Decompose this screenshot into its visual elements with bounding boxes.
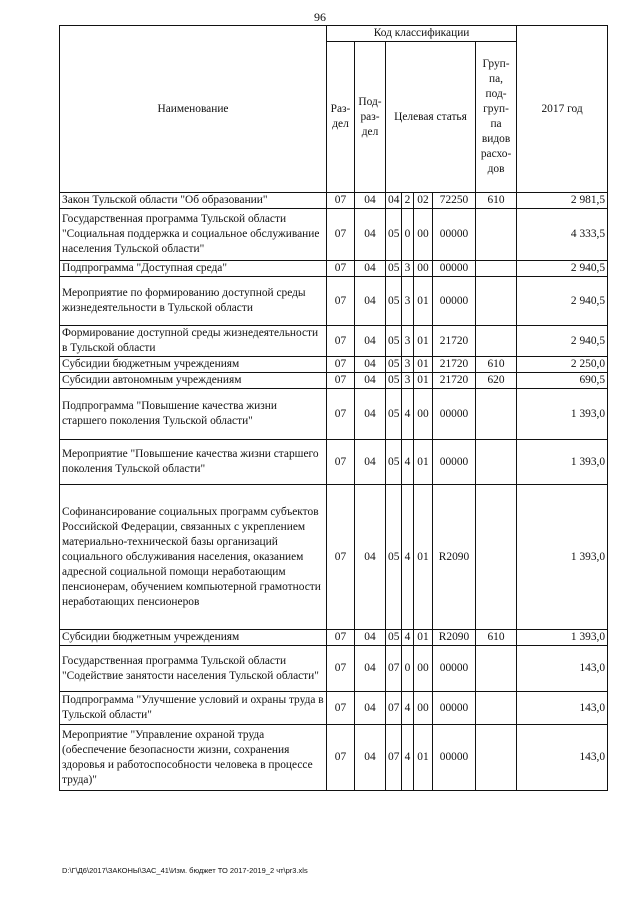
row-target-event: 01 — [414, 440, 433, 485]
row-name: Субсидии бюджетным учреждениям — [60, 630, 327, 646]
row-target-direction: 00000 — [433, 277, 476, 326]
row-expense-group — [476, 485, 517, 630]
row-expense-group — [476, 326, 517, 357]
row-target-program: 05 — [386, 440, 402, 485]
row-target-event: 01 — [414, 277, 433, 326]
row-target-subprogram: 4 — [402, 692, 414, 725]
row-target-event: 01 — [414, 357, 433, 373]
row-podrazdel: 04 — [355, 357, 386, 373]
row-target-direction: 00000 — [433, 692, 476, 725]
row-target-direction: 00000 — [433, 209, 476, 261]
row-name: Государственная программа Тульской области "Содействие занятости населения Тульской области" — [60, 646, 327, 692]
row-target-direction: 00000 — [433, 261, 476, 277]
header-group: Груп- па, под- груп- па видов расхо- дов — [476, 42, 517, 193]
row-name: Закон Тульской области "Об образовании" — [60, 193, 327, 209]
row-target-program: 05 — [386, 261, 402, 277]
table-row — [60, 485, 608, 630]
row-amount: 1 393,0 — [517, 630, 608, 646]
row-target-program: 04 — [386, 193, 402, 209]
row-target-direction: R2090 — [433, 630, 476, 646]
header-name: Наименование — [60, 26, 327, 193]
row-amount: 2 981,5 — [517, 193, 608, 209]
row-razdel: 07 — [327, 326, 355, 357]
row-target-program: 05 — [386, 326, 402, 357]
row-razdel: 07 — [327, 485, 355, 630]
row-target-event: 01 — [414, 630, 433, 646]
row-podrazdel: 04 — [355, 209, 386, 261]
row-name: Софинансирование социальных программ субъектов Российской Федерации, связанных с укреплением материально-технической базы организаций социального обслуживания населения, оказанием адресной социальной помощи неработающим пенсионерам, обучением компьютерной грамотности неработающих пенсионеров — [60, 485, 327, 630]
row-podrazdel: 04 — [355, 485, 386, 630]
row-target-subprogram: 4 — [402, 630, 414, 646]
row-target-program: 05 — [386, 389, 402, 440]
row-expense-group: 610 — [476, 630, 517, 646]
row-target-program: 05 — [386, 357, 402, 373]
row-target-program: 07 — [386, 692, 402, 725]
row-expense-group — [476, 725, 517, 791]
row-expense-group — [476, 692, 517, 725]
row-target-subprogram: 4 — [402, 389, 414, 440]
table-row — [60, 725, 608, 791]
row-razdel: 07 — [327, 725, 355, 791]
row-target-event: 00 — [414, 646, 433, 692]
row-amount: 4 333,5 — [517, 209, 608, 261]
row-amount: 2 940,5 — [517, 261, 608, 277]
table-row — [60, 646, 608, 692]
row-target-program: 07 — [386, 646, 402, 692]
row-amount: 143,0 — [517, 692, 608, 725]
row-target-subprogram: 2 — [402, 193, 414, 209]
row-target-program: 05 — [386, 209, 402, 261]
row-razdel: 07 — [327, 193, 355, 209]
table-row — [60, 440, 608, 485]
page-number: 96 — [314, 10, 326, 24]
row-razdel: 07 — [327, 630, 355, 646]
header-code-classification: Код классификации — [327, 26, 517, 42]
row-name: Государственная программа Тульской области "Социальная поддержка и социальное обслуживание населения Тульской области" — [60, 209, 327, 261]
row-target-event: 00 — [414, 389, 433, 440]
row-podrazdel: 04 — [355, 326, 386, 357]
row-expense-group: 610 — [476, 193, 517, 209]
row-name: Мероприятие "Повышение качества жизни старшего поколения Тульской области" — [60, 440, 327, 485]
row-amount: 2 250,0 — [517, 357, 608, 373]
row-target-program: 05 — [386, 485, 402, 630]
row-podrazdel: 04 — [355, 646, 386, 692]
row-podrazdel: 04 — [355, 725, 386, 791]
row-razdel: 07 — [327, 277, 355, 326]
row-target-direction: 21720 — [433, 357, 476, 373]
row-target-event: 00 — [414, 261, 433, 277]
row-expense-group — [476, 646, 517, 692]
row-amount: 2 940,5 — [517, 326, 608, 357]
row-razdel: 07 — [327, 261, 355, 277]
row-target-event: 01 — [414, 725, 433, 791]
row-target-program: 05 — [386, 277, 402, 326]
row-target-subprogram: 3 — [402, 277, 414, 326]
row-target-subprogram: 3 — [402, 326, 414, 357]
table-row — [60, 261, 608, 277]
row-target-program: 05 — [386, 373, 402, 389]
row-razdel: 07 — [327, 646, 355, 692]
row-name: Мероприятие "Управление охраной труда (обеспечение безопасности жизни, сохранения здоровья и работоспособности человека в процессе труда)" — [60, 725, 327, 791]
row-expense-group — [476, 389, 517, 440]
row-amount: 143,0 — [517, 725, 608, 791]
row-razdel: 07 — [327, 692, 355, 725]
row-amount: 1 393,0 — [517, 389, 608, 440]
row-target-subprogram: 0 — [402, 646, 414, 692]
row-expense-group — [476, 440, 517, 485]
header-target-article: Целевая статья — [386, 42, 476, 193]
row-podrazdel: 04 — [355, 440, 386, 485]
row-amount: 1 393,0 — [517, 485, 608, 630]
row-expense-group — [476, 277, 517, 326]
row-name: Мероприятие по формированию доступной среды жизнедеятельности в Тульской области — [60, 277, 327, 326]
row-podrazdel: 04 — [355, 277, 386, 326]
row-razdel: 07 — [327, 209, 355, 261]
row-target-direction: 00000 — [433, 440, 476, 485]
row-target-program: 05 — [386, 630, 402, 646]
row-target-direction: R2090 — [433, 485, 476, 630]
table-row — [60, 373, 608, 389]
row-target-direction: 72250 — [433, 193, 476, 209]
row-expense-group — [476, 261, 517, 277]
row-razdel: 07 — [327, 357, 355, 373]
row-target-direction: 00000 — [433, 389, 476, 440]
row-target-event: 01 — [414, 373, 433, 389]
row-target-subprogram: 3 — [402, 357, 414, 373]
row-razdel: 07 — [327, 373, 355, 389]
row-name: Подпрограмма "Доступная среда" — [60, 261, 327, 277]
row-target-direction: 00000 — [433, 725, 476, 791]
row-amount: 143,0 — [517, 646, 608, 692]
row-target-subprogram: 4 — [402, 725, 414, 791]
row-name: Подпрограмма "Улучшение условий и охраны труда в Тульской области" — [60, 692, 327, 725]
row-razdel: 07 — [327, 440, 355, 485]
row-name: Субсидии автономным учреждениям — [60, 373, 327, 389]
table-row — [60, 326, 608, 357]
table-body — [60, 193, 608, 791]
row-razdel: 07 — [327, 389, 355, 440]
table-row — [60, 209, 608, 261]
row-target-direction: 00000 — [433, 646, 476, 692]
row-target-event: 00 — [414, 209, 433, 261]
row-podrazdel: 04 — [355, 389, 386, 440]
row-name: Подпрограмма "Повышение качества жизни старшего поколения Тульской области" — [60, 389, 327, 440]
row-expense-group: 610 — [476, 357, 517, 373]
table-row — [60, 357, 608, 373]
row-target-event: 01 — [414, 485, 433, 630]
row-target-subprogram: 3 — [402, 261, 414, 277]
header-podrazdel: Под- раз- дел — [355, 42, 386, 193]
header-year: 2017 год — [517, 26, 608, 193]
header-razdel: Раз- дел — [327, 42, 355, 193]
row-podrazdel: 04 — [355, 261, 386, 277]
row-podrazdel: 04 — [355, 692, 386, 725]
budget-table — [59, 25, 608, 791]
table-row — [60, 277, 608, 326]
row-target-subprogram: 4 — [402, 440, 414, 485]
row-amount: 2 940,5 — [517, 277, 608, 326]
row-podrazdel: 04 — [355, 630, 386, 646]
row-target-program: 07 — [386, 725, 402, 791]
table-row — [60, 630, 608, 646]
table-row — [60, 692, 608, 725]
row-amount: 1 393,0 — [517, 440, 608, 485]
row-target-direction: 21720 — [433, 373, 476, 389]
row-podrazdel: 04 — [355, 373, 386, 389]
row-amount: 690,5 — [517, 373, 608, 389]
row-target-subprogram: 4 — [402, 485, 414, 630]
row-target-event: 00 — [414, 692, 433, 725]
row-target-event: 01 — [414, 326, 433, 357]
row-target-direction: 21720 — [433, 326, 476, 357]
row-target-subprogram: 3 — [402, 373, 414, 389]
table-row — [60, 193, 608, 209]
file-path-footer: D:\Г\Д6\2017\ЗАКОНЫ\ЗАС_41\Изм. бюджет ТО 2017-2019_2 чт\pr3.xls — [62, 866, 308, 875]
row-name: Субсидии бюджетным учреждениям — [60, 357, 327, 373]
row-expense-group: 620 — [476, 373, 517, 389]
row-name: Формирование доступной среды жизнедеятельности в Тульской области — [60, 326, 327, 357]
row-expense-group — [476, 209, 517, 261]
table-row — [60, 389, 608, 440]
row-target-subprogram: 0 — [402, 209, 414, 261]
row-target-event: 02 — [414, 193, 433, 209]
row-podrazdel: 04 — [355, 193, 386, 209]
